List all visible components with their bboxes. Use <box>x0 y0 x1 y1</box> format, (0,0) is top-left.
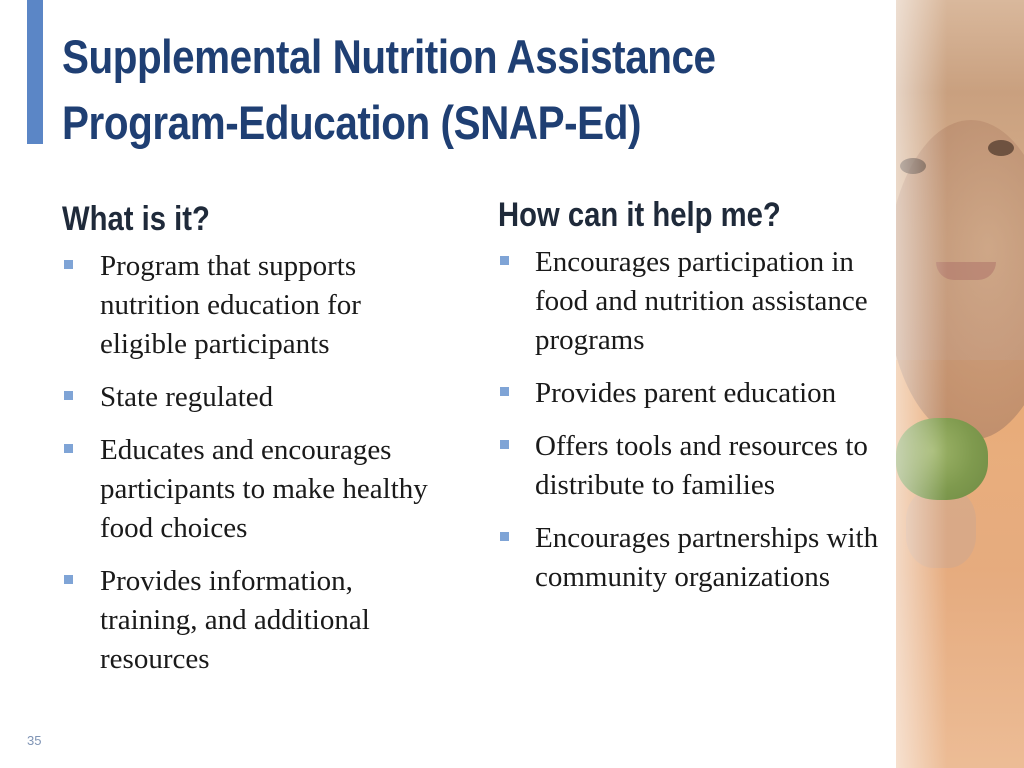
left-bullet-list <box>62 247 442 679</box>
slide-title <box>62 24 767 156</box>
square-bullet-icon <box>500 532 509 541</box>
list-item: Provides parent education <box>498 374 890 413</box>
square-bullet-icon <box>64 575 73 584</box>
list-item: State regulated <box>62 378 442 417</box>
title-accent-bar <box>27 0 43 144</box>
square-bullet-icon <box>500 387 509 396</box>
list-item: Educates and encourages participants to make healthy food choices <box>62 431 442 548</box>
right-column-heading: How can it help me? <box>498 196 781 234</box>
square-bullet-icon <box>64 391 73 400</box>
left-column <box>62 195 442 693</box>
left-column-heading: What is it? <box>62 200 210 238</box>
slide-title-line-1: Supplemental Nutrition Assistance <box>62 30 716 83</box>
square-bullet-icon <box>500 256 509 265</box>
slide-title-line-2: Program-Education (SNAP-Ed) <box>62 96 642 149</box>
list-item: Provides information, training, and additional resources <box>62 562 442 679</box>
list-item: Encourages partnerships with community organizations <box>498 519 890 597</box>
right-column <box>498 195 890 611</box>
child-with-broccoli-photo <box>896 0 1024 768</box>
square-bullet-icon <box>64 260 73 269</box>
right-bullet-list <box>498 243 890 597</box>
square-bullet-icon <box>64 444 73 453</box>
slide-number: 35 <box>27 733 42 748</box>
list-item: Encourages participation in food and nutrition assistance programs <box>498 243 890 360</box>
list-item: Offers tools and resources to distribute to families <box>498 427 890 505</box>
list-item: Program that supports nutrition education for eligible participants <box>62 247 442 364</box>
photo-fade-overlay <box>896 0 1024 768</box>
square-bullet-icon <box>500 440 509 449</box>
